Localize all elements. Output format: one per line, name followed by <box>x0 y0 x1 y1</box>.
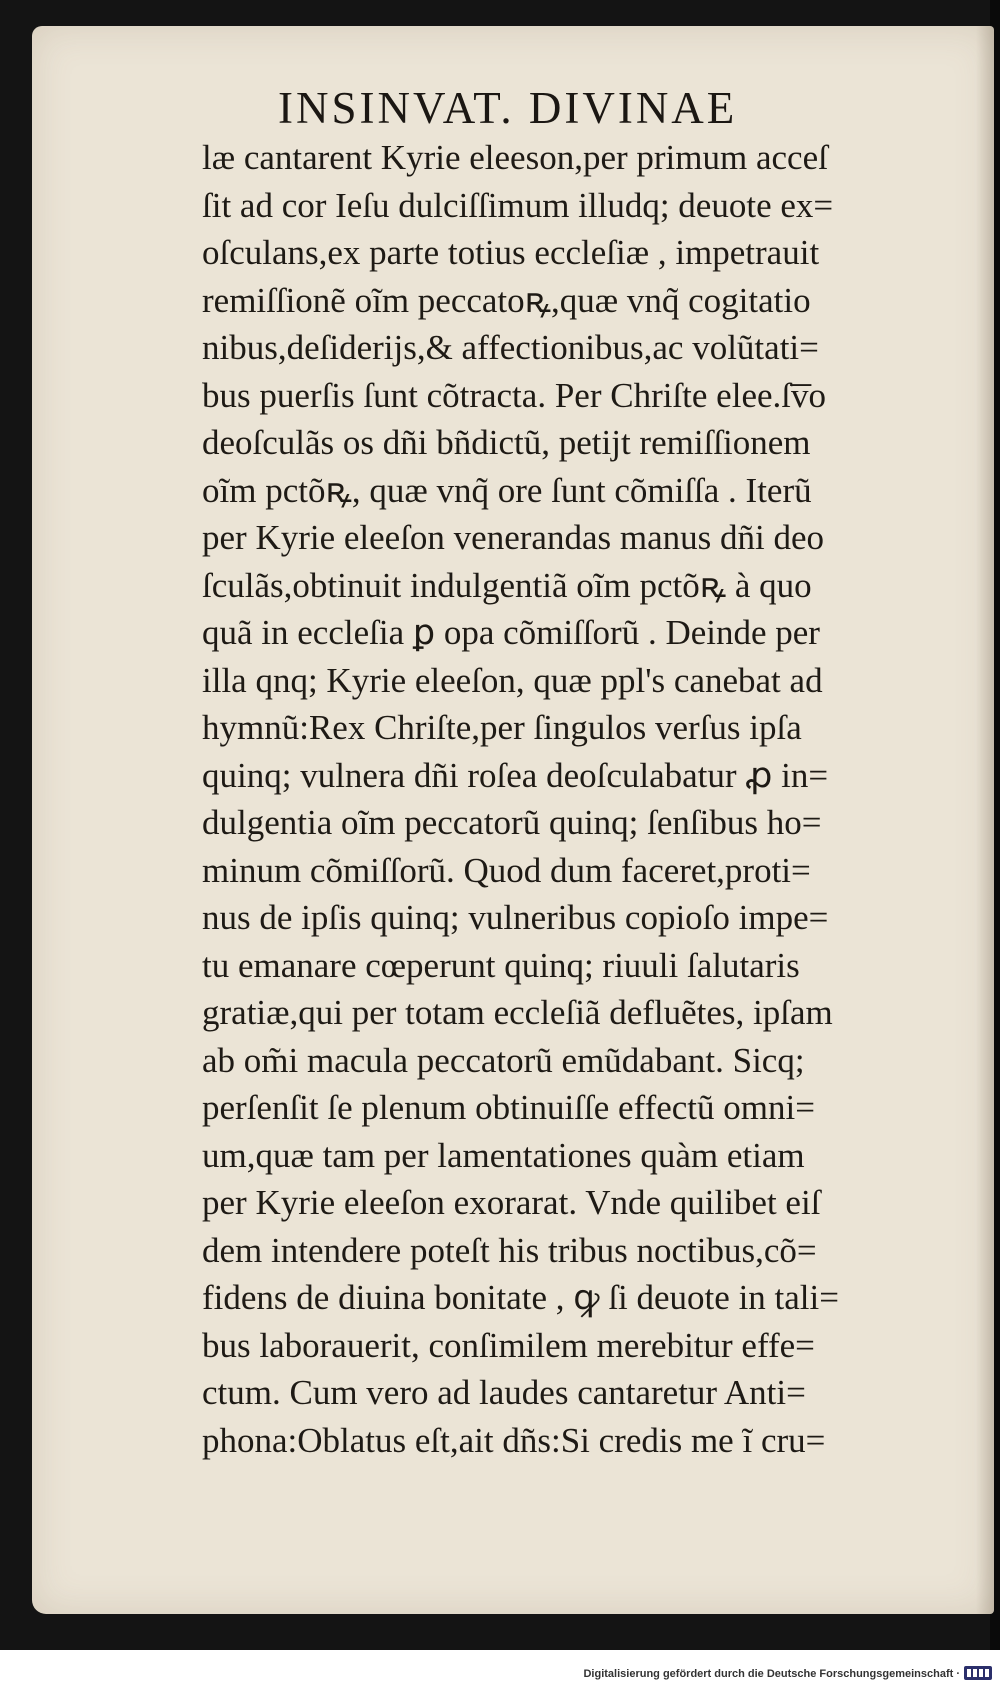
text-line: perſenſit ſe plenum obtinuiſſe effectũ omni= <box>202 1088 815 1127</box>
text-line: remiſſionẽ oĩm peccatoꝶ,quæ vnq̃ cogitatio <box>202 280 811 320</box>
text-line: quinq; vulnera dñi roſea deoſculabatur ꝓ in= <box>202 755 829 795</box>
text-line: nus de ipſis quinq; vulneribus copioſo impe= <box>202 898 829 937</box>
text-line: bus laborauerit, conſimilem merebitur effe= <box>202 1325 815 1365</box>
text-line: dulgentia oĩm peccatorũ quinq; ſenſibus ho= <box>202 803 822 842</box>
text-line: minum cõmiſſorũ. Quod dum faceret,proti= <box>202 850 811 890</box>
text-line: phona:Oblatus eſt,ait dñs:Si credis me ĩ cru= <box>202 1420 826 1460</box>
text-line: gratiæ,qui per totam eccleſiã defluẽtes, ipſam <box>202 993 833 1032</box>
text-line: oſculans,ex parte totius eccleſiæ , impetrauit <box>202 233 820 272</box>
text-line: ctum. Cum vero ad laudes cantaretur Anti= <box>202 1373 806 1412</box>
text-line: tu emanare cœperunt quinq; riuuli ſalutaris <box>202 945 800 985</box>
text-line: per Kyrie eleeſon exorarat. Vnde quilibet eiſ <box>202 1183 821 1222</box>
running-head: INSINVAT. DIVINAE <box>278 83 738 133</box>
text-line: nibus,deſiderijs,& affectionibus,ac volũtati= <box>202 328 819 367</box>
text-line: oĩm pctõꝶ, quæ vnq̃ ore ſunt cõmiſſa . Iterũ <box>202 470 812 510</box>
text-line: um,quæ tam per lamentationes quàm etiam <box>202 1135 805 1175</box>
text-line: per Kyrie eleeſon venerandas manus dñi deo <box>202 518 824 557</box>
text-line: deoſculãs os dñi bñdictũ, petijt remiſſionem <box>202 423 811 462</box>
text-block <box>202 134 910 1464</box>
text-line: ſculãs,obtinuit indulgentiã oĩm pctõꝶ à quo <box>202 565 812 605</box>
footer-credit: Digitalisierung gefördert durch die Deutsche Forschungsgemeinschaft · <box>583 1668 960 1680</box>
text-line: ab om̃i macula peccatorũ emũdabant. Sicq; <box>202 1040 805 1080</box>
text-line: quã in eccleſia ꝑ opa cõmiſſorũ . Deinde per <box>202 613 820 652</box>
text-line: ſit ad cor Ieſu dulciſſimum illudq; deuote ex= <box>202 185 834 225</box>
text-line: hymnũ:Rex Chriſte,per ſingulos verſus ipſa <box>202 708 802 747</box>
text-line: illa qnq; Kyrie eleeſon, quæ ppl's canebat ad <box>202 660 823 700</box>
dfg-logo-icon <box>964 1666 992 1680</box>
page-edge-shadow <box>976 26 994 1614</box>
text-line: bus puerſis ſunt cõtracta. Per Chriſte elee.ſ͞vo <box>202 375 826 415</box>
dfg-logo-mark <box>967 1669 989 1677</box>
text-line: fidens de diuina bonitate , ꝙ ſi deuote in tali= <box>202 1278 839 1317</box>
text-line: dem intendere poteſt his tribus noctibus,cõ= <box>202 1230 817 1270</box>
footer-bar <box>0 1650 1000 1686</box>
text-line: læ cantarent Kyrie eleeson,per primum acceſ <box>202 138 828 177</box>
